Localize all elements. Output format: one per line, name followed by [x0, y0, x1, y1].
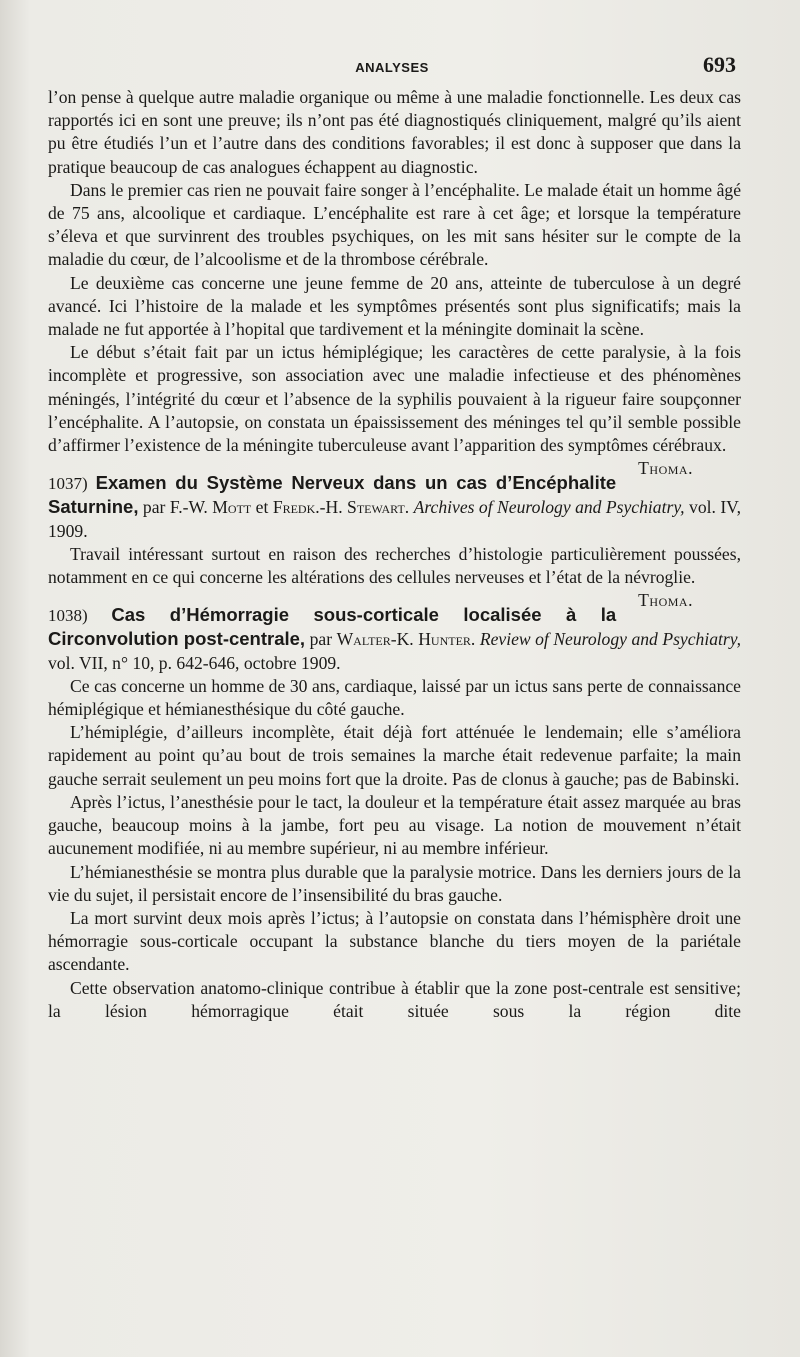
entry-paragraph: Cette observation anatomo-clinique contribue à établir que la zone post-centrale est sensitive; la lésion hémorragique était située sous la région dite: [48, 977, 741, 1021]
by-word: par: [142, 497, 166, 518]
entry-number: 1038): [48, 606, 88, 626]
entry-paragraph-text: Travail intéressant surtout en raison des recherches d’histologie particulièrement poussées, notamment en ce qui concerne les altérations des cellules nerveuses et l’état de la névroglie.: [48, 543, 741, 588]
author-name: F.-W. Mott: [169, 497, 252, 518]
review-entry-1037: [48, 471, 742, 611]
intro-paragraph: Le deuxième cas concerne une jeune femme de 20 ans, atteinte de tuberculose à un degré avancé. Ici l’histoire de la malade et les symptômes présentés sont plus significatifs; mais la malade ne fut apportée à l’hopital que tardivement et la méningite dominait la scène.: [48, 272, 741, 340]
entry-paragraph: L’hémiplégie, d’ailleurs incomplète, était déjà fort atténuée le lendemain; elle s’améliora rapidement au point qu’au bout de trois semaines la marche était redevenue parfaite; la main gauche serrait seulement un peu moins fort que la droite. Pas de clonus à gauche; pas de Babinski.: [48, 722, 741, 789]
entry-paragraph: La mort survint deux mois après l’ictus; à l’autopsie on constata dans l’hémisphère droit une hémorragie sous-corticale occupant la substance blanche du tiers moyen de la pariétale ascendante.: [48, 907, 741, 975]
review-entry-1038: [48, 603, 741, 1023]
entry-paragraph: Après l’ictus, l’anesthésie pour le tact, la douleur et la température était assez marquée au bras gauche, beaucoup moins à la jambe, fort peu au visage. La notion de mouvement n’était aucunement modifiée, ni au membre supérieur, ni au membre inférieur.: [48, 791, 741, 859]
journal-name: Archives of Neurology and Psychiatry,: [413, 497, 685, 518]
entry-heading: [48, 471, 741, 543]
intro-paragraph: Dans le premier cas rien ne pouvait faire songer à l’encéphalite. Le malade était un homme âgé de 75 ans, alcoolique et cardiaque. L’encéphalite est rare à cet âge; et lorsque la température s’éleva et que survinrent des troubles psychiques, on les mit sans hésiter sur le compte de la maladie du cœur, de l’alcoolisme et de la thrombose cérébrale.: [48, 179, 741, 270]
body-text: [48, 86, 741, 1023]
entry-title: Examen du Système Nerveux dans un cas d’Encéphalite Saturnine,: [48, 472, 617, 518]
journal-name: Review of Neurology and Psychiatry,: [479, 629, 741, 650]
entry-heading: [48, 603, 741, 675]
intro-section: [48, 86, 741, 479]
entry-paragraph-with-signature: [48, 543, 741, 611]
page-number: 693: [703, 52, 736, 77]
entry-number: 1037): [48, 474, 88, 494]
entry-paragraph: L’hémianesthésie se montra plus durable que la paralysie motrice. Dans les derniers jours de la vie du sujet, il persistait encore de l’insensibilité du bras gauche.: [48, 861, 741, 905]
author-name: Walter-K. Hunter.: [336, 629, 476, 650]
citation: vol. IV, 1909.: [48, 497, 742, 541]
running-head-title: ANALYSES: [355, 60, 429, 75]
citation: vol. VII, n° 10, p. 642-646, octobre 1909.: [48, 652, 341, 673]
intro-paragraph-with-signature: [48, 341, 741, 479]
entry-paragraph: Ce cas concerne un homme de 30 ans, cardiaque, laissé par un ictus sans perte de connaissance hémiplégique et hémianesthésique du côté gauche.: [48, 675, 741, 720]
and-word: et: [255, 497, 269, 518]
signature: Thoma.: [638, 458, 693, 479]
entry-title: Cas d’Hémorragie sous-corticale localisée à la Circonvolution post-centrale,: [48, 604, 617, 650]
signature: Thoma.: [638, 590, 693, 611]
author-name: Fredk.-H. Stewart.: [272, 497, 410, 518]
intro-paragraph-text: Le début s’était fait par un ictus hémiplégique; les caractères de cette paralysie, à la fois incomplète et progressive, son association avec une maladie infectieuse et des phénomènes méningés, l’intégrité du cœur et l’absence de la syphilis pouvaient à la rigueur faire soupçonner l’encéphalite. A l’autopsie, on constata un épaississement des méninges tel qu’il semble possible d’affirmer l’existence de la méningite tuberculeuse avant l’apparition des symptômes cérébraux.: [48, 342, 741, 456]
by-word: par: [309, 629, 333, 650]
intro-paragraph: l’on pense à quelque autre maladie organique ou même à une maladie fonctionnelle. Les deux cas rapportés ici en sont une preuve; ils n’ont pas été diagnostiqués cliniquement, malgré qu’ils aient pu être étudiés l’un et l’autre dans des conditions favorables; il est donc à supposer que dans la pratique beaucoup de cas analogues échappent au diagnostic.: [48, 87, 741, 177]
running-head: [48, 52, 736, 82]
